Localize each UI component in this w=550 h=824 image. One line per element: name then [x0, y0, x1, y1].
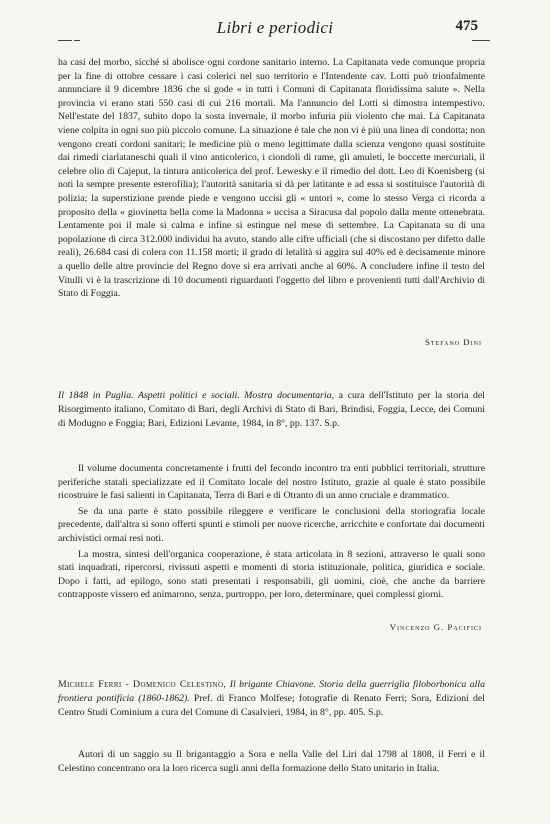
review-2-paragraph-3: La mostra, sintesi dell'organica cooperazione, è stata articolata in 8 sezioni, attraverso le quali sono stati inquadrati, ripercorsi, rivissuti aspetti e momenti di storia istituzionale, politica, giuridica e sociale. Dopo i fatti, ad epilogo, sono stati presentati i responsabili, gli uomini, cioè, che anche da barriere contrapposte vissero ed animarono, senza, purtroppo, per loro, determinare, quei complessi giorni. [58, 548, 485, 601]
review-1-signature: Stefano Dini [425, 337, 482, 347]
header-rule-left [58, 40, 72, 41]
review-1-paragraph: ha casi del morbo, sicché si abolisce ogni cordone sanitario interno. La Capitanata vede comunque propria per la fine di ottobre cessare i casi colerici nel suo territorio e l'Intendente cav. Lotti può trionfalmente annunciare il 9 dicembre 1836 che si gode « in tutti i Comuni di Capitanata floridissima salute ». Nella provincia vi erano stati 550 casi di cui 216 mortali. Ma l'annuncio del Lotti si dimostra intempestivo. Nell'estate del 1837, subito dopo la sosta invernale, il morbo infuria più violento che mai. La Capitanata viene colpita in ogni suo più piccolo comune. La situazione è tale che non vi è più una linea di condotta; non vengono creati cordoni sanitari; le medicine più o meno legittimate dalla scienza vengono quasi sostituite dai rimedi ciarlataneschi quali il vino anticolerico, i ciondoli di rame, gli amuleti, le boccette mercuriali, il celebre olio di Cajeput, la tintura anticolerica del prof. Lewesky e il rimedio del dott. Leo di Koenisberg (si noti la sempre presente esterofilia); l'autorità sanitaria si dà per latitante e ad essa si sostituisce l'autorità di polizia; la superstizione prende piede e vengono uccisi gli « untori », come lo stesso Verga ci ricorda a proposito della « giovinetta bella come la Madonna » uccisa a Siracusa dal popolo dalla mente ottenebrata. Lentamente poi il male si calma e infine si estingue nel mese di settembre. La Capitanata su di una popolazione di circa 312.000 individui ha avuto, stando alle cifre ufficiali (che si discostano per difetto dalle reali), 26.684 casi di colera con 11.158 morti; il grado di letalità si aggira sul 40% ed è decisamente minore a quello delle altre provincie del Regno dove si era arrivati anche al 60%. A concludere infine il testo del Vitulli vi è la trascrizione di 10 documenti riguardanti l'oggetto del libro e provenienti tutti dall'Archivio di Stato di Foggia. [58, 57, 485, 300]
review-2-paragraph-2: Se da una parte è stato possibile rileggere e verificare le conclusioni della storiografia locale precedente, dall'altra si sono offerti spunti e stimoli per nuove ricerche, arricchite e confortate dai documenti archivistici ormai resi noti. [58, 505, 485, 544]
review-3-authors: Michele Ferri - Domenico Celestino, [58, 679, 227, 690]
review-2-bibliography [58, 389, 485, 431]
review-2-body [58, 462, 485, 602]
review-3-paragraph: Autori di un saggio su Il brigantaggio a Sora e nella Valle del Liri dal 1798 al 1808, il Ferri e il Celestino concentrano ora la loro ricerca sugli anni della formazione dello Stato unitario in Italia. [58, 749, 485, 774]
review-2-paragraph-1: Il volume documenta concretamente i frutti del fecondo incontro tra enti pubblici territoriali, strutture periferiche statali specializzate ed il Comitato locale del nostro Istituto, grazie al quale è stato possibile ricostruire le fasi salienti in Capitanata, Terra di Bari e di Otranto di un anno cruciale e drammatico. [58, 463, 485, 502]
review-3 [58, 678, 485, 720]
review-3-body [58, 748, 485, 775]
running-head [0, 18, 550, 42]
review-2-signature: Vincenzo G. Pacifici [389, 622, 482, 632]
page-number: 475 [455, 18, 478, 34]
review-3-book-title: Il brigante Chiavone. Storia della guerriglia filoborbonica alla frontiera pontificia (1860-1862). [58, 679, 485, 704]
review-1 [58, 56, 485, 301]
review-2-book-title: Il 1848 in Puglia. Aspetti politici e sociali. Mostra documentaria, [58, 390, 335, 401]
running-title: Libri e periodici [216, 18, 334, 37]
review-3-publication-details: Pref. di Franco Molfese; fotografie di Renato Ferri; Sora, Edizioni del Centro Studi Cominium a cura del Comune di Casalvieri, 1984, in 8°, pp. 405. S.p. [58, 693, 485, 718]
review-3-bibliography [58, 678, 485, 720]
review-2-publication-details: a cura dell'Istituto per la storia del Risorgimento italiano, Comitato di Bari, degli Archivi di Stato di Bari, Brindisi, Foggia, Lecce, dei Comuni di Modugno e Foggia; Bari, Edizioni Levante, 1984, in 8°, pp. 137. S.p. [58, 390, 485, 429]
header-rule-right [472, 40, 490, 41]
review-2 [58, 389, 485, 431]
header-rule-left-short [74, 40, 80, 41]
